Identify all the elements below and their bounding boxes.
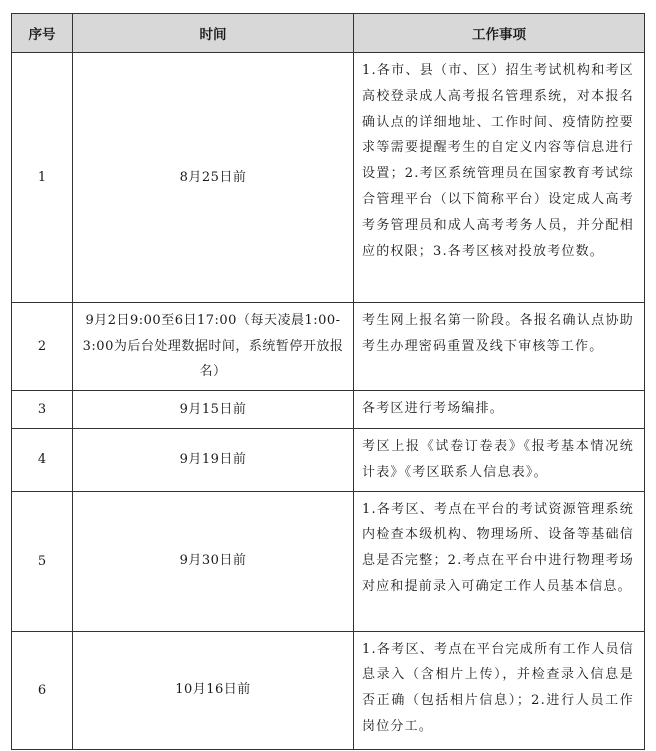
row-index: 2 — [12, 303, 73, 391]
header-row — [12, 14, 645, 53]
row-tasks: 考区上报《试卷订卷表》《报考基本情况统计表》《考区联系人信息表》。 — [354, 429, 645, 492]
row-time: 8月25日前 — [73, 53, 354, 303]
row-tasks: 1.各市、县（市、区）招生考试机构和考区高校登录成人高考报名管理系统，对本报名确认点的详细地址、工作时间、疫情防控要求等需要提醒考生的自定义内容等信息进行设置；2.考区系统管理员在国家教育考试综合管理平台（以下简称平台）设定成人高考考务管理员和成人高考考务人员，并分配相应的权限；3.各考区核对投放考位数。 — [354, 53, 645, 303]
row-time: 9月2日9:00至6日17:00（每天凌晨1:00-3:00为后台处理数据时间，系统暂停开放报名） — [73, 303, 354, 391]
row-index: 1 — [12, 53, 73, 303]
table-row — [12, 303, 645, 391]
row-tasks: 1.各考区、考点在平台的考试资源管理系统内检查本级机构、物理场所、设备等基础信息是否完整；2.考点在平台中进行物理考场对应和提前录入可确定工作人员基本信息。 — [354, 491, 645, 631]
row-time: 9月19日前 — [73, 429, 354, 492]
table-row — [12, 491, 645, 631]
row-index: 6 — [12, 631, 73, 749]
table-row — [12, 429, 645, 492]
row-tasks: 1.各考区、考点在平台完成所有工作人员信息录入（含相片上传），并检查录入信息是否正确（包括相片信息）；2.进行人员工作岗位分工。 — [354, 631, 645, 749]
table-row — [12, 391, 645, 429]
row-index: 4 — [12, 429, 73, 492]
header-time: 时间 — [73, 14, 354, 53]
schedule-table — [11, 13, 645, 750]
header-tasks: 工作事项 — [354, 14, 645, 53]
row-time: 9月15日前 — [73, 391, 354, 429]
header-index: 序号 — [12, 14, 73, 53]
row-index: 5 — [12, 491, 73, 631]
table-row — [12, 53, 645, 303]
row-index: 3 — [12, 391, 73, 429]
table-row — [12, 631, 645, 749]
row-tasks: 考生网上报名第一阶段。各报名确认点协助考生办理密码重置及线下审核等工作。 — [354, 303, 645, 391]
row-tasks: 各考区进行考场编排。 — [354, 391, 645, 429]
row-time: 9月30日前 — [73, 491, 354, 631]
row-time: 10月16日前 — [73, 631, 354, 749]
